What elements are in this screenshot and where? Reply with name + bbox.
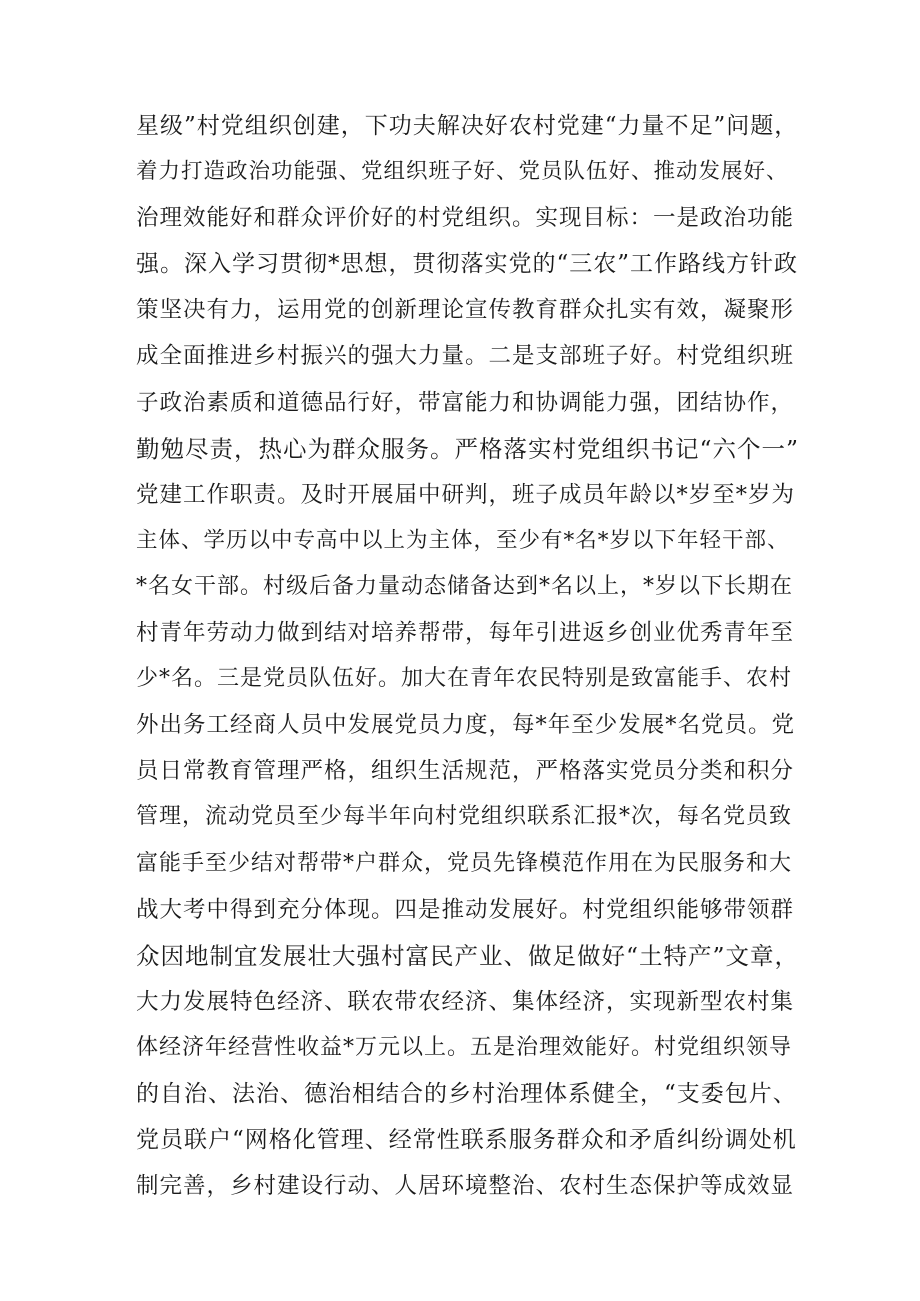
text-line: 体经济年经营性收益*万元以上。五是治理效能好。村党组织领导 bbox=[136, 1034, 793, 1060]
text-line: 着力打造政治功能强、党组织班子好、党员队伍好、推动发展好、 bbox=[136, 159, 789, 185]
text-line: 富能手至少结对帮带*户群众，党员先锋模范作用在为民服务和大 bbox=[136, 850, 793, 876]
text-line: 制完善，乡村建设行动、人居环境整治、农村生态保护等成效显 bbox=[136, 1173, 795, 1200]
text-line: 党员联户“网格化管理、经常性联系服务群众和矛盾纠纷调处机 bbox=[136, 1127, 797, 1154]
text-line: 大力发展特色经济、联农带农经济、集体经济，实现新型农村集 bbox=[136, 988, 795, 1015]
text-line: 党建工作职责。及时开展届中研判，班子成员年龄以*岁至*岁为 bbox=[136, 481, 796, 508]
text-line: 的自治、法治、德治相结合的乡村治理体系健全，“支委包片、 bbox=[136, 1080, 797, 1107]
text-line: 子政治素质和道德品行好，带富能力和协调能力强，团结协作， bbox=[136, 389, 795, 416]
text-line: 众因地制宜发展壮大强村富民产业、做足做好“土特产”文章， bbox=[136, 941, 800, 970]
text-line: 员日常教育管理严格，组织生活规范，严格落实党员分类和积分 bbox=[136, 758, 795, 785]
text-line: 少*名。三是党员队伍好。加大在青年农民特别是致富能手、农村 bbox=[136, 666, 793, 692]
text-line: *名女干部。村级后备力量动态储备达到*名以上，*岁以下长期在 bbox=[136, 573, 794, 599]
text-line: 策坚决有力，运用党的创新理论宣传教育群众扎实有效，凝聚形 bbox=[136, 297, 795, 324]
text-line: 治理效能好和群众评价好的村党组织。实现目标：一是政治功能 bbox=[136, 205, 795, 232]
text-line: 战大考中得到充分体现。四是推动发展好。村党组织能够带领群 bbox=[136, 896, 795, 923]
text-line: 强。深入学习贯彻*思想，贯彻落实党的“三农”工作路线方针政 bbox=[136, 251, 799, 278]
text-line: 成全面推进乡村振兴的强大力量。二是支部班子好。村党组织班 bbox=[136, 343, 795, 370]
body-text bbox=[136, 103, 800, 1209]
text-line: 村青年劳动力做到结对培养帮带，每年引进返乡创业优秀青年至 bbox=[136, 620, 795, 647]
text-line: 外出务工经商人员中发展党员力度，每*年至少发展*名党员。党 bbox=[136, 712, 796, 739]
text-line: 勤勉尽责，热心为群众服务。严格落实村党组织书记“六个一” bbox=[136, 434, 800, 463]
text-line: 星级”村党组织创建，下功夫解决好农村党建“力量不足”问题， bbox=[136, 113, 799, 139]
text-line: 主体、学历以中专高中以上为主体，至少有*名*岁以下年轻干部、 bbox=[136, 527, 790, 553]
text-line: 管理，流动党员至少每半年向村党组织联系汇报*次，每名党员致 bbox=[136, 804, 793, 830]
